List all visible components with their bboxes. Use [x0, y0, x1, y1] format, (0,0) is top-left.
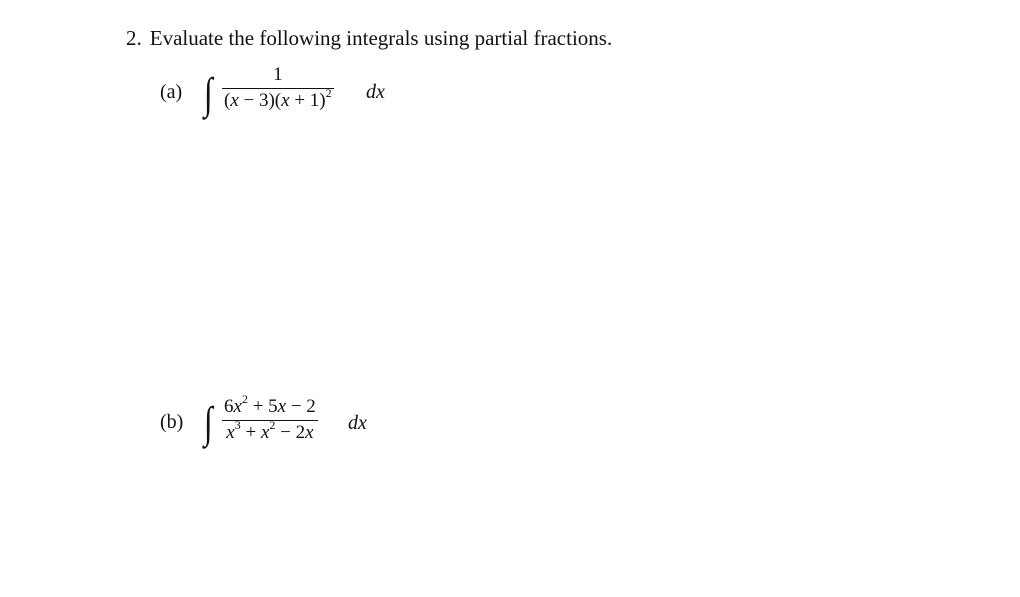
part-b-differential: dx: [348, 412, 367, 434]
part-b-integral-sign: ∫: [204, 398, 213, 447]
part-a-fraction: [222, 64, 334, 112]
part-a-denominator: $(x - 3)(x + 1)^2$: [224, 85, 332, 111]
part-a-fraction-bar: [222, 88, 334, 89]
part-b-denominator: $x^3 + x^2 - 2x$: [226, 417, 314, 443]
part-a-numerator: 1: [273, 64, 283, 85]
part-b-numerator: $6x^2 + 5x - 2$: [224, 391, 316, 417]
part-a-differential: dx: [366, 81, 385, 103]
part-b-fraction: [222, 391, 318, 444]
problem-statement: [126, 24, 612, 52]
problem-text: Evaluate the following integrals using partial fractions.: [149, 26, 613, 50]
part-b-label: (b): [160, 411, 184, 433]
part-a-label: (a): [160, 81, 183, 103]
part-a-integral-sign: ∫: [204, 69, 213, 118]
problem-number: 2.: [126, 26, 142, 50]
